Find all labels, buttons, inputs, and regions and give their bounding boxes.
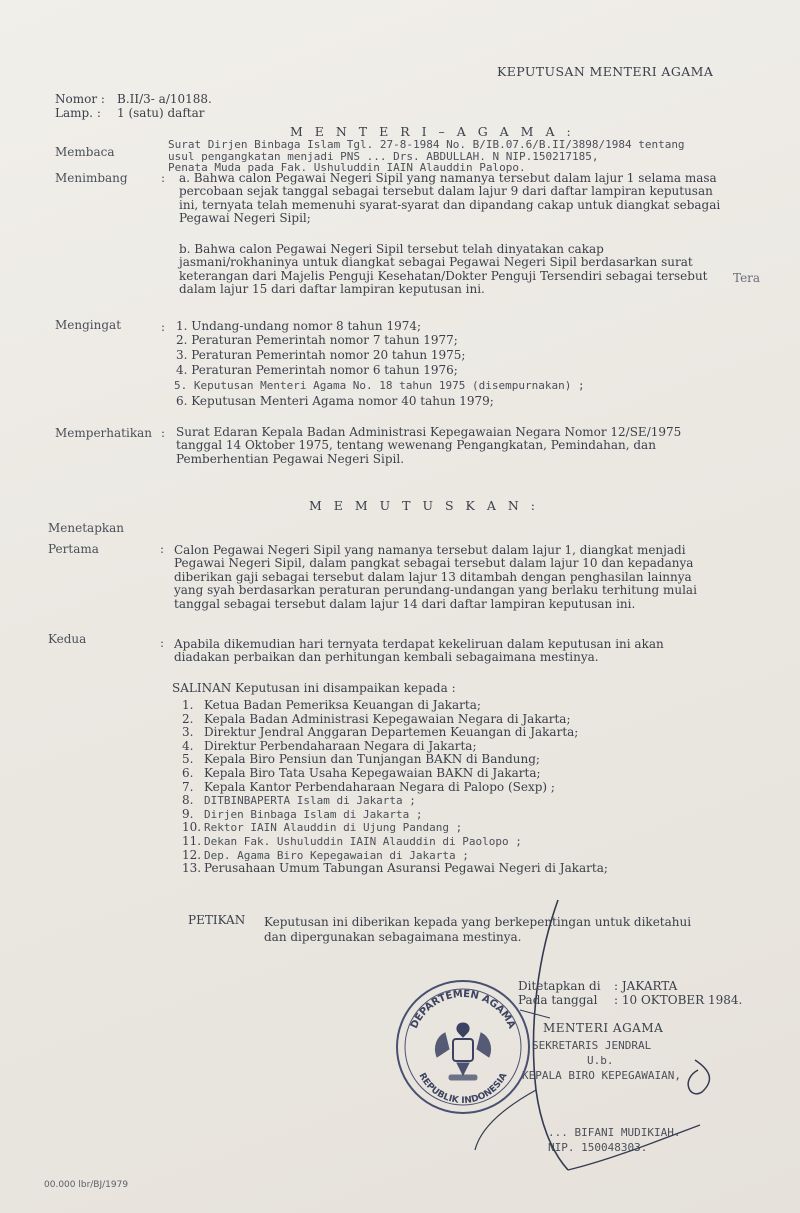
petikan-label: PETIKAN <box>188 913 246 927</box>
pertama-label: Pertama <box>48 542 99 556</box>
menimbang-point-b: b. Bahwa calon Pegawai Negeri Sipil tersebut telah dinyatakan cakap jasmani/rokhaninya untuk diangkat sebagai Pegawai Negeri Sipil berdasarkan surat keterangan dari Majelis Penguji Kesehatan/Dokter Penguji Tersendiri sebagai tersebut dalam lajur 15 dari daftar lampiran keputusan ini. <box>179 242 708 297</box>
mengingat-colon: : <box>161 320 166 334</box>
mengingat-item-4: 4. Peraturan Pemerintah nomor 6 tahun 1976; <box>176 363 458 377</box>
signatory-name: ... BIFANI MUDIKIAH. <box>548 1126 681 1139</box>
list-item: 2. Kepala Badan Administrasi Kepegawaian Negara di Jakarta; <box>182 711 571 726</box>
decision-heading: M E M U T U S K A N : <box>309 498 539 513</box>
mengingat-item-1: 1. Undang-undang nomor 8 tahun 1974; <box>176 319 422 333</box>
mengingat-label: Mengingat <box>55 318 122 332</box>
date-label: Pada tanggal <box>518 993 598 1007</box>
mengingat-item-3: 3. Peraturan Pemerintah nomor 20 tahun 1975; <box>176 348 466 362</box>
date-value: : 10 OKTOBER 1984. <box>614 993 743 1007</box>
list-item: 7. Kepala Kantor Perbendaharaan Negara di Palopo (Sexp) ; <box>182 779 555 794</box>
signatory-sub-1: SEKRETARIS JENDRAL <box>532 1039 652 1052</box>
signatory-nip: NIP. 150048303. <box>548 1141 648 1154</box>
place-value: : JAKARTA <box>614 979 678 993</box>
kedua-label: Kedua <box>48 632 87 646</box>
margin-note: Tera <box>733 271 761 285</box>
kedua-text: Apabila dikemudian hari ternyata terdapat kekeliruan dalam keputusan ini akan diadakan perbaikan dan perhitungan kembali sebagaimana mestinya. <box>174 637 664 665</box>
form-code: 00.000 lbr/BJ/1979 <box>44 1180 129 1190</box>
stamp-bottom-text: REPUBLIK INDONESIA <box>416 1071 510 1107</box>
memperhatikan-label: Memperhatikan <box>55 426 152 440</box>
petikan-text-1: Keputusan ini diberikan kepada yang berkepentingan untuk diketahui <box>264 915 692 929</box>
signatory-sub-2: U.b. <box>587 1054 614 1067</box>
mengingat-item-5: 5. Keputusan Menteri Agama No. 18 tahun 1975 (disempurnakan) ; <box>174 379 585 392</box>
memperhatikan-text: Surat Edaran Kepala Badan Administrasi Kepegawaian Negara Nomor 12/SE/1975 tanggal 14 Oktober 1975, tentang wewenang Pengangkatan, Pemindahan, dan Pemberhentian Pegawai Negeri Sipil. <box>176 425 682 466</box>
list-item: 11. Dekan Fak. Ushuluddin IAIN Alauddin di Paolopo ; <box>182 833 522 848</box>
membaca-line-1: Surat Dirjen Binbaga Islam Tgl. 27-8-1984 No. B/IB.07.6/B.II/3898/1984 tentang <box>168 138 685 151</box>
nomor-value: B.II/3- a/10188. <box>117 92 212 106</box>
list-item: 10. Rektor IAIN Alauddin di Ujung Pandang ; <box>182 820 463 835</box>
membaca-line-3: Penata Muda pada Fak. Ushuluddin IAIN Alauddin Palopo. <box>168 161 526 174</box>
list-item: 9. Dirjen Binbaga Islam di Jakarta ; <box>182 806 423 821</box>
stamp-top-text: DEPARTEMEN AGAMA <box>408 988 518 1031</box>
signatory-sub-3: KEPALA BIRO KEPEGAWAIAN, <box>522 1069 681 1082</box>
list-item: 4. Direktur Perbendaharaan Negara di Jakarta; <box>182 738 477 753</box>
nomor-label: Nomor : <box>55 92 105 106</box>
list-item: 13. Perusahaan Umum Tabungan Asuransi Pegawai Negeri di Jakarta; <box>182 861 608 876</box>
membaca-line-2: usul pengangkatan menjadi PNS ... Drs. ABDULLAH. N NIP.150217185, <box>168 150 599 163</box>
list-item: 5. Kepala Biro Pensiun dan Tunjangan BAKN di Bandung; <box>182 752 540 767</box>
lampiran-label: Lamp. : <box>55 106 101 120</box>
list-item: 3. Direktur Jendral Anggaran Departemen Keuangan di Jakarta; <box>182 725 579 740</box>
list-item: 12. Dep. Agama Biro Kepegawaian di Jakarta ; <box>182 847 469 862</box>
menimbang-colon: : <box>161 171 166 185</box>
salinan-intro: SALINAN Keputusan ini disampaikan kepada : <box>172 681 456 695</box>
signatory-title: MENTERI AGAMA <box>543 1021 664 1035</box>
list-item: 6. Kepala Biro Tata Usaha Kepegawaian BAKN di Jakarta; <box>182 765 541 780</box>
membaca-label: Membaca <box>55 145 115 159</box>
menimbang-label: Menimbang <box>55 171 128 185</box>
petikan-text-2: dan dipergunakan sebagaimana mestinya. <box>264 930 522 944</box>
handwritten-signature <box>440 870 770 1190</box>
mengingat-item-2: 2. Peraturan Pemerintah nomor 7 tahun 1977; <box>176 333 458 347</box>
salinan-list <box>182 699 608 876</box>
memperhatikan-colon: : <box>161 426 166 440</box>
authority-heading: M E N T E R I – A G A M A : <box>290 124 575 139</box>
pertama-text: Calon Pegawai Negeri Sipil yang namanya tersebut dalam lajur 1, diangkat menjadi Pegawai Negeri Sipil, dalam pangkat sebagai tersebut dalam lajur 10 dan kepadanya diberikan gaji sebagai tersebut dalam lajur 13 ditambah dengan penghasilan lainnya yang syah berdasarkan peraturan perundang-undangan yang berlaku terhitung mulai tanggal sebagai tersebut dalam lajur 14 dari daftar lampiran keputusan ini. <box>174 543 697 611</box>
menetapkan-label: Menetapkan <box>48 521 125 535</box>
list-item: 8. DITBINBAPERTA Islam di Jakarta ; <box>182 793 416 808</box>
mengingat-item-6: 6. Keputusan Menteri Agama nomor 40 tahun 1979; <box>176 394 494 408</box>
pertama-colon: : <box>160 542 165 556</box>
place-label: Ditetapkan di <box>518 979 601 993</box>
list-item: 1. Ketua Badan Pemeriksa Keuangan di Jakarta; <box>182 698 481 712</box>
document-title: KEPUTUSAN MENTERI AGAMA <box>497 64 714 79</box>
menimbang-point-a: a. Bahwa calon Pegawai Negeri Sipil yang namanya tersebut dalam lajur 1 selama masa percobaan sejak tanggal sebagai tersebut dalam lajur 9 dari daftar lampiran keputusan ini, ternyata telah memenuhi syarat-syarat dan dipandang cakap untuk diangkat sebagai Pegawai Negeri Sipil; <box>179 171 721 226</box>
lampiran-value: 1 (satu) daftar <box>117 106 205 120</box>
kedua-colon: : <box>160 636 165 650</box>
